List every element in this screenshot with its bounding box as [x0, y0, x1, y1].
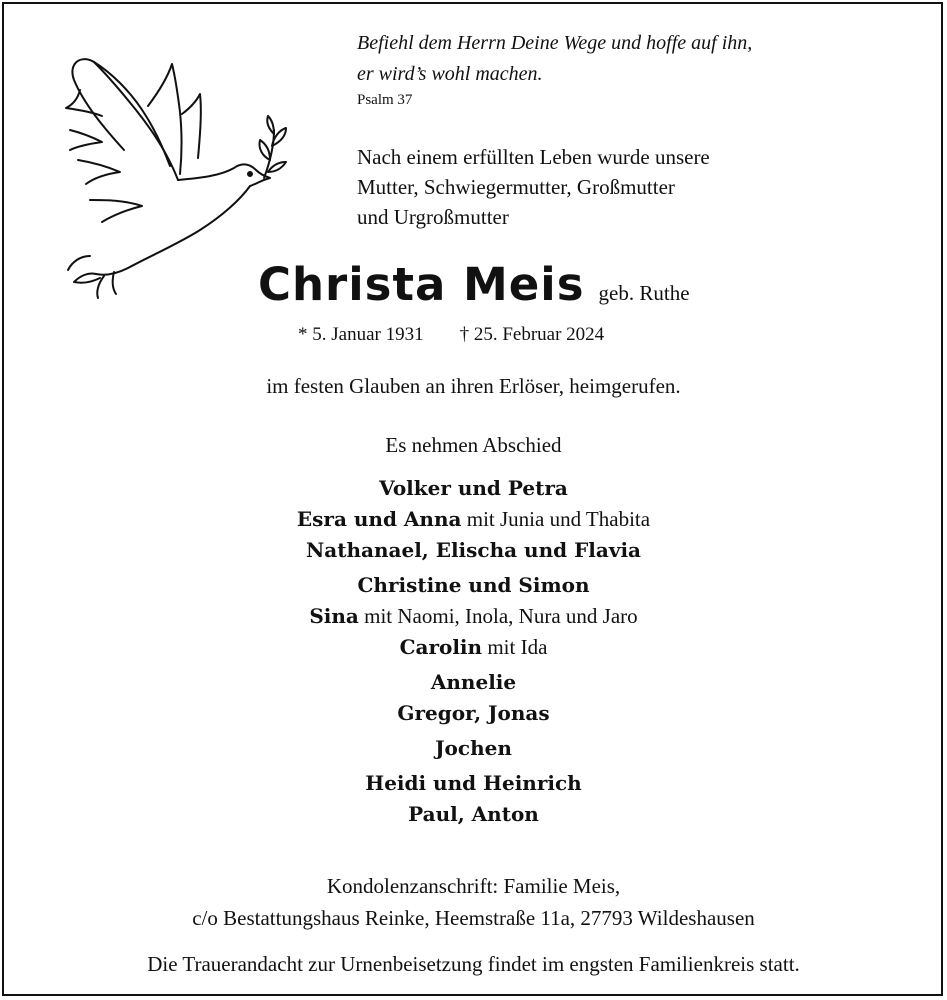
intro-line-3: und Urgroßmutter — [357, 205, 509, 229]
quote-line-2: er wird’s wohl machen. — [357, 63, 543, 85]
address-line-1: Kondolenzanschrift: Familie Meis, — [326, 874, 621, 898]
mourner-line: Annelie — [430, 670, 517, 694]
quote-line-1: Befiehl dem Herrn Deine Wege und hoffe auf ihn, — [357, 32, 753, 54]
intro-line-2: Mutter, Schwiegermutter, Großmutter — [357, 175, 675, 199]
deceased-name: Christa Meis — [258, 258, 585, 311]
mourner-line: Gregor, Jonas — [397, 701, 550, 725]
deceased-name-row — [258, 258, 690, 311]
mourner-line: Volker und Petra — [379, 476, 568, 500]
mourner-line: Jochen — [435, 736, 512, 760]
bible-quote — [357, 28, 752, 90]
mourner-line: Sina mit Naomi, Inola, Nura und Jaro — [309, 604, 638, 628]
mourner-list — [0, 473, 947, 830]
farewell-label: Es nehmen Abschied — [385, 433, 562, 457]
intro-line-1: Nach einem erfüllten Leben wurde unsere — [357, 145, 710, 169]
mourner-line: Carolin mit Ida — [399, 635, 548, 659]
mourner-line: Heidi und Heinrich — [365, 771, 582, 795]
faith-line: im festen Glauben an ihren Erlöser, heimgerufen. — [266, 374, 681, 398]
death-date: † 25. Februar 2024 — [459, 324, 605, 345]
life-dates — [298, 324, 604, 346]
intro-text — [357, 142, 710, 232]
condolence-address — [0, 870, 947, 934]
mourner-line: Esra und Anna mit Junia und Thabita — [296, 507, 651, 531]
mourner-line: Paul, Anton — [408, 802, 539, 826]
birth-date: * 5. Januar 1931 — [298, 324, 424, 345]
address-line-2: c/o Bestattungshaus Reinke, Heemstraße 11a, 27793 Wildeshausen — [192, 906, 755, 930]
quote-source: Psalm 37 — [357, 92, 413, 108]
service-note: Die Trauerandacht zur Urnenbeisetzung findet im engsten Familienkreis statt. — [147, 952, 800, 976]
mourner-line: Christine und Simon — [357, 573, 590, 597]
maiden-name: geb. Ruthe — [598, 281, 690, 305]
mourner-line: Nathanael, Elischa und Flavia — [305, 538, 642, 562]
dove-icon — [50, 50, 290, 300]
